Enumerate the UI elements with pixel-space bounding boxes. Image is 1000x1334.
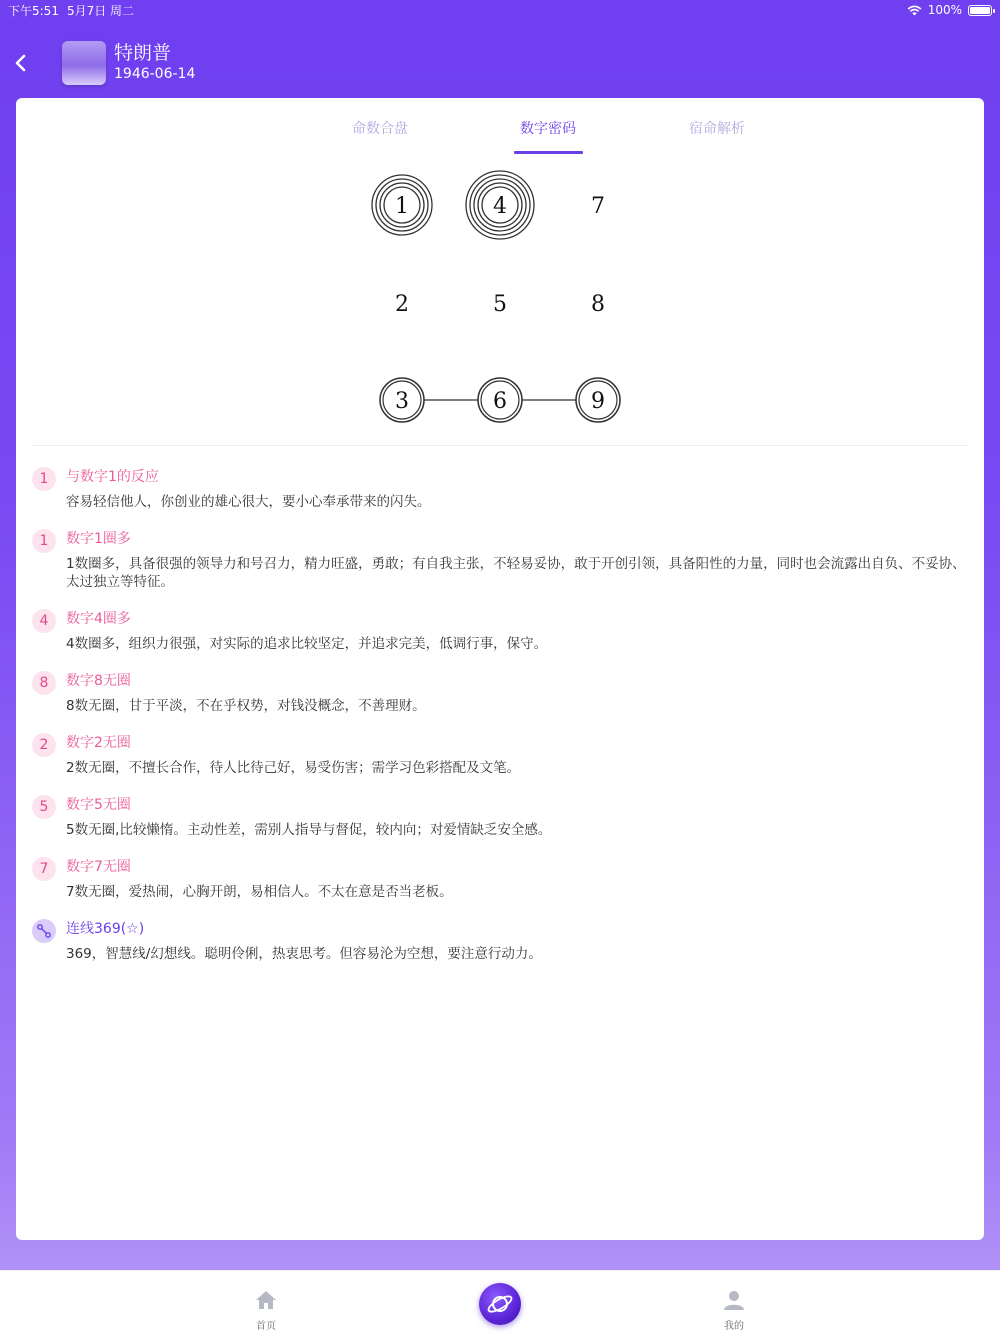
item-description: 369，智慧线/幻想线。聪明伶俐，热衷思考。但容易沦为空想，要注意行动力。 [66, 946, 542, 962]
battery-icon [968, 5, 992, 16]
divider [32, 445, 968, 446]
connection-icon [32, 919, 56, 943]
number-badge: 1 [32, 467, 56, 491]
tab-destiny-match[interactable]: 命数合盘 [352, 121, 408, 137]
grid-number-2: 2 [395, 292, 409, 317]
status-date: 5月7日 周二 [66, 3, 135, 18]
tab-number-code[interactable]: 数字密码 [520, 121, 576, 137]
number-badge: 1 [32, 529, 56, 553]
interpretation-list [32, 466, 968, 980]
profile-birth-date: 1946-06-14 [114, 66, 196, 82]
grid-number-4: 4 [493, 194, 507, 219]
grid-number-8: 8 [591, 292, 605, 317]
item-title: 数字7无圈 [66, 859, 131, 875]
bottom-tab-bar [0, 1270, 1000, 1334]
grid-number-5: 5 [493, 292, 507, 317]
number-grid-drawing [16, 158, 984, 448]
item-description: 容易轻信他人，你创业的雄心很大，要小心奉承带来的闪失。 [66, 494, 431, 510]
tab-fate-analysis[interactable]: 宿命解析 [689, 121, 745, 137]
grid-number-7: 7 [591, 194, 605, 219]
content-card [16, 98, 984, 1240]
number-badge: 4 [32, 609, 56, 633]
list-item [32, 856, 968, 901]
item-title: 数字1圈多 [66, 531, 131, 547]
list-item [32, 608, 968, 653]
list-item [32, 466, 968, 511]
number-badge: 5 [32, 795, 56, 819]
list-item-line [32, 918, 968, 963]
tab-home[interactable] [236, 1289, 296, 1332]
status-time: 下午5:51 [8, 3, 59, 18]
grid-number-1: 1 [395, 194, 409, 219]
item-title: 数字2无圈 [66, 735, 131, 751]
list-item [32, 732, 968, 777]
home-icon [254, 1289, 278, 1311]
user-icon [722, 1289, 746, 1311]
avatar [62, 41, 106, 85]
active-tab-indicator [514, 151, 583, 154]
item-description: 7数无圈，爱热闹，心胸开朗，易相信人。不太在意是否当老板。 [66, 884, 453, 900]
number-badge: 2 [32, 733, 56, 757]
profile-name: 特朗普 [114, 42, 172, 64]
list-item [32, 794, 968, 839]
item-title: 数字8无圈 [66, 673, 131, 689]
status-bar [0, 0, 1000, 20]
grid-number-3: 3 [395, 389, 409, 414]
item-title: 数字5无圈 [66, 797, 131, 813]
item-title: 数字4圈多 [66, 611, 131, 627]
item-description: 4数圈多，组织力很强，对实际的追求比较坚定，并追求完美，低调行事，保守。 [66, 636, 548, 652]
grid-number-6: 6 [493, 389, 507, 414]
battery-percent: 100% [927, 3, 962, 17]
back-arrow-icon[interactable] [12, 50, 32, 76]
wifi-icon [907, 5, 922, 16]
item-title: 连线369(☆) [66, 921, 145, 937]
profile-header [0, 36, 1000, 92]
grid-number-9: 9 [591, 389, 605, 414]
number-grid [16, 158, 984, 448]
tab-mine-label: 我的 [724, 1321, 744, 1332]
number-badge: 8 [32, 671, 56, 695]
list-item [32, 670, 968, 715]
tab-mine[interactable] [704, 1289, 764, 1332]
item-description: 8数无圈，甘于平淡，不在乎权势，对钱没概念，不善理财。 [66, 698, 426, 714]
item-description: 2数无圈，不擅长合作，待人比待己好，易受伤害；需学习色彩搭配及文笔。 [66, 760, 521, 776]
number-badge: 7 [32, 857, 56, 881]
planet-icon [485, 1289, 515, 1319]
tab-bar-top [16, 98, 984, 158]
tab-home-label: 首页 [256, 1321, 276, 1332]
item-description: 5数无圈,比较懒惰。主动性差，需别人指导与督促，较内向；对爱情缺乏安全感。 [66, 822, 552, 838]
list-item [32, 528, 968, 591]
planet-center-button[interactable] [479, 1283, 521, 1325]
item-description: 1数圈多，具备很强的领导力和号召力，精力旺盛，勇敢；有自我主张，不轻易妥协，敢于开创引领，具备阳性的力量，同时也会流露出自负、不妥协、太过独立等特征。 [66, 556, 966, 590]
item-title: 与数字1的反应 [66, 469, 159, 485]
